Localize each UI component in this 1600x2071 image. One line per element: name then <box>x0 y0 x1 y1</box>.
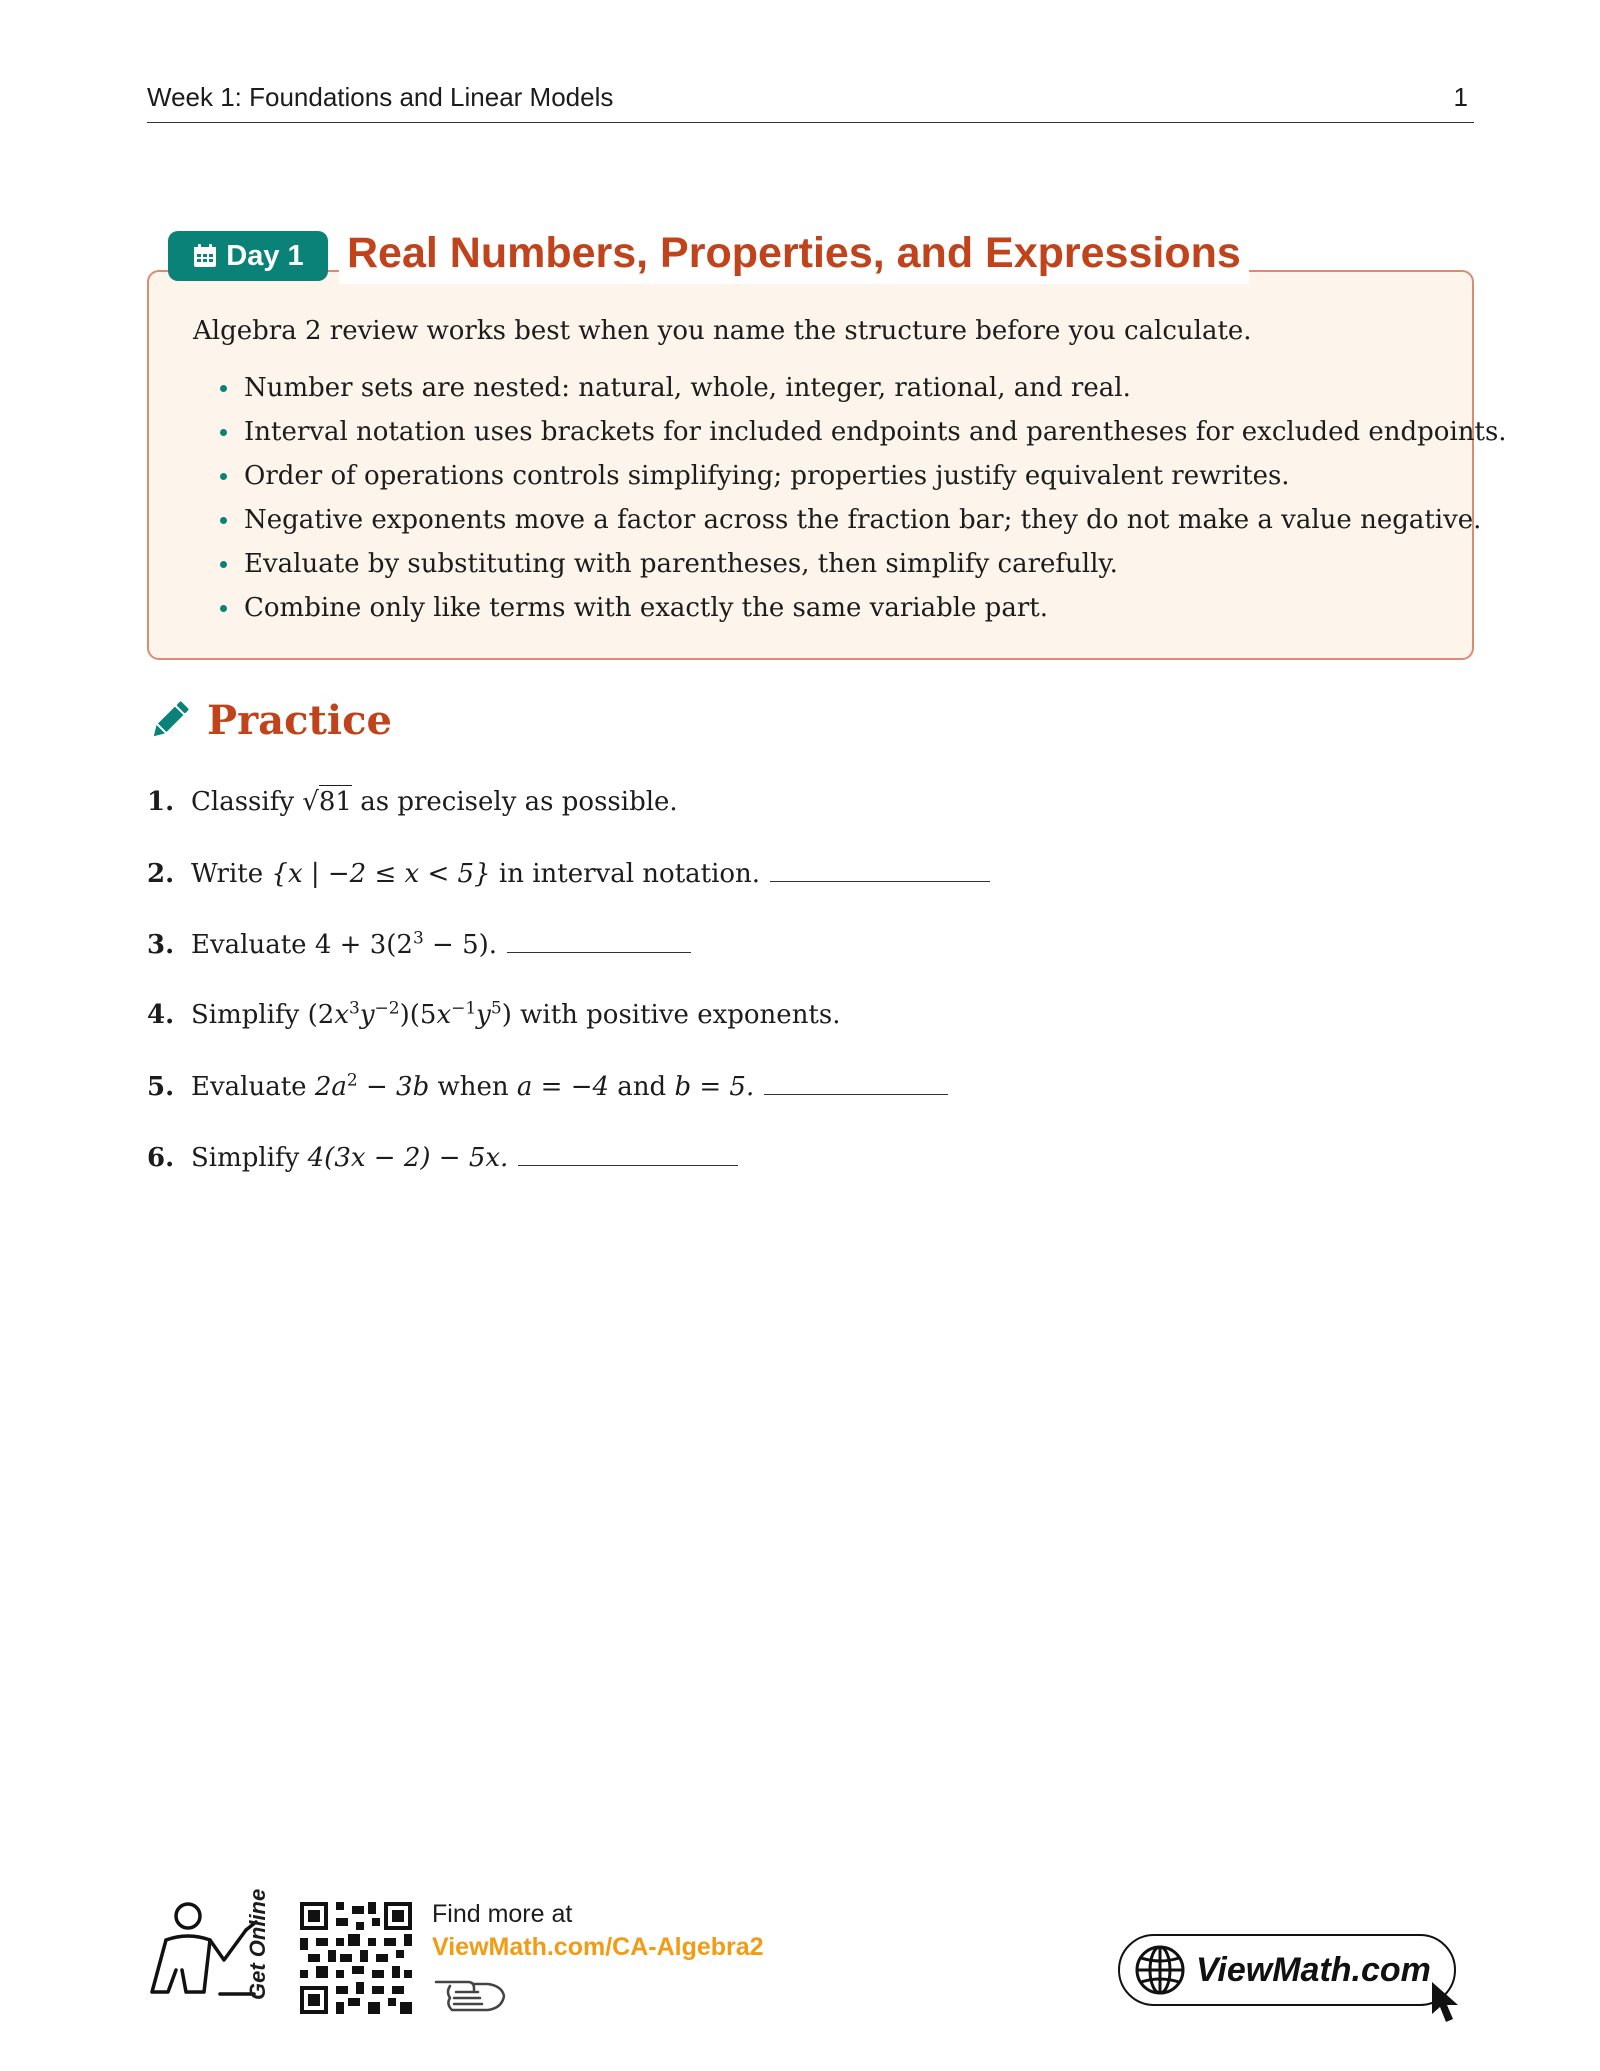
practice-title: Practice <box>207 696 392 744</box>
problem-2: 2. Write {x | −2 ≤ x < 5} in interval notation. <box>147 851 990 922</box>
answer-blank[interactable] <box>518 1135 738 1166</box>
calendar-icon <box>192 243 218 269</box>
practice-problems <box>147 780 990 1206</box>
problem-3: 3. Evaluate $4 + 3(2^3 - 5)$. <box>147 922 990 993</box>
day-badge <box>168 231 328 281</box>
list-item: Negative exponents move a factor across the fraction bar; they do not make a value negative. <box>218 498 1507 542</box>
problem-1: 1. Classify √81 as precisely as possible. <box>147 787 678 817</box>
list-item: Order of operations controls simplifying; properties justify equivalent rewrites. <box>218 454 1507 498</box>
list-item: Evaluate by substituting with parentheses, then simplify carefully. <box>218 542 1507 586</box>
footer-link[interactable]: ViewMath.com/CA-Algebra2 <box>432 1933 764 1961</box>
list-item: Interval notation uses brackets for included endpoints and parentheses for excluded endpoints. <box>218 410 1507 454</box>
list-item: Combine only like terms with exactly the same variable part. <box>218 586 1507 630</box>
cursor-arrow-icon <box>1430 1980 1466 2026</box>
day-badge-label: Day 1 <box>226 239 304 272</box>
key-points-list <box>218 366 1507 630</box>
answer-blank[interactable] <box>507 922 691 953</box>
viewmath-logo[interactable] <box>1118 1934 1456 2006</box>
answer-blank[interactable] <box>770 851 990 882</box>
globe-icon <box>1134 1944 1186 1996</box>
qr-code-icon[interactable] <box>300 1902 412 2014</box>
pencil-icon <box>147 697 193 743</box>
answer-blank[interactable] <box>764 1064 948 1095</box>
problem-6: 6. Simplify 4(3x − 2) − 5x. <box>147 1135 990 1206</box>
teacher-icon <box>146 1900 261 2010</box>
footer-promo <box>432 1900 764 1962</box>
problem-4: 4. Simplify $(2x^3y^{-2})(5x^{-1}y^5)$ with positive exponents. <box>147 998 841 1030</box>
day-title: Real Numbers, Properties, and Expressions <box>339 222 1249 284</box>
page-number: 1 <box>1453 82 1468 112</box>
header-title: Week 1: Foundations and Linear Models <box>147 82 614 112</box>
problem-5: 5. Evaluate $2a^2 - 3b$ when a = −4 and b = 5. <box>147 1064 990 1135</box>
get-online-label: Get Online <box>245 1888 270 2000</box>
running-header <box>147 82 1474 123</box>
list-item: Number sets are nested: natural, whole, integer, rational, and real. <box>218 366 1507 410</box>
practice-heading <box>147 692 392 748</box>
find-more-label: Find more at <box>432 1900 573 1928</box>
pointing-hand-icon <box>432 1968 512 2018</box>
sqrt-sign: √ <box>302 787 319 817</box>
day-intro: Algebra 2 review works best when you name the structure before you calculate. <box>193 316 1252 346</box>
math-expression: $(2x^3y^{-2})(5x^{-1}y^5)$ <box>307 998 512 1030</box>
brand-name: ViewMath.com <box>1196 1950 1431 1989</box>
